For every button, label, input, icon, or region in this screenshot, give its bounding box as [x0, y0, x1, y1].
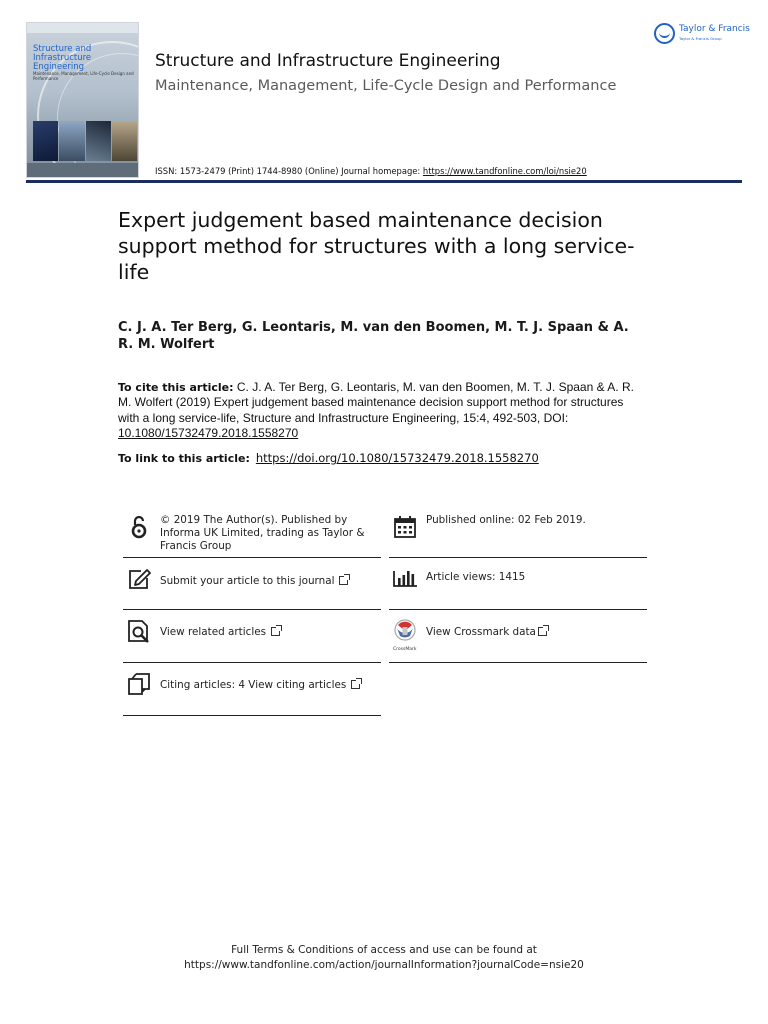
- header-divider: [26, 180, 742, 183]
- journal-subtitle: Maintenance, Management, Life-Cycle Design and Performance: [155, 78, 617, 94]
- taylor-francis-logo-icon: [654, 23, 675, 44]
- submit-link[interactable]: [160, 575, 348, 588]
- related-link[interactable]: [160, 626, 280, 639]
- issn-text: ISSN: 1573-2479 (Print) 1744-8980 (Online) Journal homepage:: [155, 166, 423, 176]
- publisher-logo[interactable]: [654, 22, 750, 48]
- cover-top-strip: [27, 23, 138, 33]
- related-text: View related articles: [160, 626, 267, 638]
- license-cell: [123, 514, 381, 558]
- edit-icon: [127, 566, 151, 592]
- cover-title: Structure and Infrastructure Engineering: [33, 44, 92, 72]
- external-link-icon: [271, 627, 280, 636]
- bar-chart-icon: [393, 566, 417, 592]
- issn-line: [155, 166, 587, 176]
- external-link-icon: [339, 576, 348, 585]
- article-title: Expert judgement based maintenance decision support method for structures with a long service-life: [118, 208, 635, 284]
- cover-subtitle: Maintenance, Management, Life-Cycle Design and Performance: [33, 71, 134, 81]
- cover-photo: [86, 121, 111, 161]
- article-link-line: [118, 451, 539, 465]
- cover-footer-band: [27, 163, 138, 177]
- cover-photo: [33, 121, 58, 161]
- citing-cell[interactable]: [123, 672, 381, 716]
- crossmark-text: View Crossmark data: [426, 626, 536, 638]
- cover-photo: [112, 121, 137, 161]
- crossmark-logo-caption: CrossMark: [393, 647, 417, 652]
- external-link-icon: [351, 680, 360, 689]
- views-text: Article views: 1415: [426, 571, 526, 583]
- citing-text: Citing articles: 4 View citing articles: [160, 679, 347, 691]
- footer-line-1: Full Terms & Conditions of access and use can be found at: [231, 944, 537, 956]
- journal-cover: [26, 22, 139, 178]
- journal-homepage-link[interactable]: https://www.tandfonline.com/loi/nsie20: [422, 166, 587, 176]
- cite-text: C. J. A. Ter Berg, G. Leontaris, M. van den Boomen, M. T. J. Spaan & A. R. M. Wolfert (2019) Expert judgement based maintenance decision support method for structures with a long service-life, Structure and Infrastructure Engineering, 15:4, 492-503, DOI:: [118, 380, 634, 425]
- terms-footer: [0, 943, 768, 973]
- submit-text: Submit your article to this journal: [160, 575, 335, 587]
- license-text: © 2019 The Author(s). Published by Informa UK Limited, trading as Taylor & Francis Group: [160, 514, 365, 552]
- cite-label: To cite this article:: [118, 381, 234, 394]
- cover-photo: [59, 121, 84, 161]
- related-cell[interactable]: [123, 619, 381, 663]
- published-text: Published online: 02 Feb 2019.: [426, 514, 586, 526]
- submit-cell[interactable]: [123, 566, 381, 610]
- citation-block: [118, 380, 638, 441]
- external-link-icon: [538, 627, 547, 636]
- article-authors: C. J. A. Ter Berg, G. Leontaris, M. van den Boomen, M. T. J. Spaan & A. R. M. Wolfert: [118, 320, 629, 352]
- citing-icon: [127, 672, 151, 698]
- views-cell: [389, 566, 647, 610]
- search-document-icon: [127, 619, 151, 645]
- published-cell: [389, 514, 647, 558]
- journal-title: Structure and Infrastructure Engineering: [155, 51, 501, 71]
- terms-link[interactable]: https://www.tandfonline.com/action/journalInformation?journalCode=nsie20: [184, 959, 584, 971]
- publisher-name: Taylor & Francis: [679, 24, 750, 34]
- citing-link[interactable]: [160, 679, 360, 692]
- crossmark-link[interactable]: [426, 626, 547, 639]
- open-access-icon: [127, 514, 151, 540]
- cite-doi-link[interactable]: 10.1080/15732479.2018.1558270: [118, 425, 299, 440]
- article-doi-link[interactable]: https://doi.org/10.1080/15732479.2018.1558270: [255, 451, 539, 465]
- crossmark-cell[interactable]: [389, 619, 647, 663]
- link-label: To link to this article:: [118, 452, 250, 465]
- publisher-tagline: Taylor & Francis Group: [679, 36, 722, 41]
- cover-photo-strip: [33, 121, 137, 161]
- calendar-icon: [393, 514, 417, 540]
